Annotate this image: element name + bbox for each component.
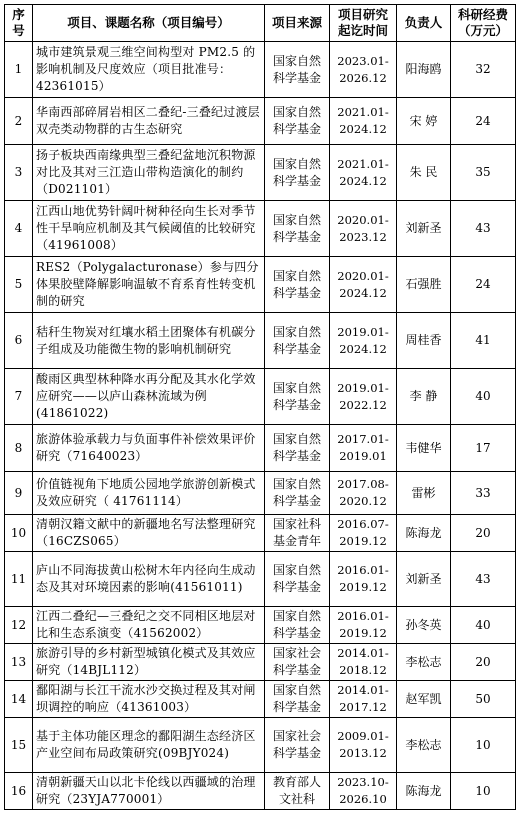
cell-period: 2014.01-2018.12 xyxy=(330,644,397,681)
cell-period: 2017.01-2019.01 xyxy=(330,425,397,472)
cell-leader: 阳海鸥 xyxy=(397,42,451,98)
table-row xyxy=(5,369,516,425)
cell-title: 城市建筑景观三维空间构型对 PM2.5 的影响机制及尺度效应（项目批准号：42361015） xyxy=(33,42,265,98)
cell-title: 庐山不同海拔黄山松树木年内径向生成动态及其对环境因素的影响(41561011) xyxy=(33,552,265,607)
table-row xyxy=(5,257,516,313)
cell-title: 旅游引导的乡村新型城镇化模式及其效应研究（14BJL112） xyxy=(33,644,265,681)
table-row xyxy=(5,98,516,145)
header-leader: 负责人 xyxy=(397,5,451,42)
cell-source: 国家自然科学基金 xyxy=(265,313,330,369)
cell-title: 鄱阳湖与长江干流水沙交换过程及其对闸坝调控的响应（41361003） xyxy=(33,681,265,718)
table-row xyxy=(5,773,516,810)
cell-leader: 陈海龙 xyxy=(397,773,451,810)
cell-title: RES2（Polygalacturonase）参与四分体果胶壁降解影响温敏不育系育性转变机制的研究 xyxy=(33,257,265,313)
cell-title: 秸秆生物炭对红壤水稻土团聚体有机碳分子组成及功能微生物的影响机制研究 xyxy=(33,313,265,369)
cell-funds: 40 xyxy=(451,369,516,425)
cell-no: 6 xyxy=(5,313,33,369)
table-row xyxy=(5,644,516,681)
cell-period: 2023.01-2026.12 xyxy=(330,42,397,98)
cell-leader: 雷彬 xyxy=(397,472,451,515)
table-row xyxy=(5,681,516,718)
cell-no: 7 xyxy=(5,369,33,425)
cell-leader: 石强胜 xyxy=(397,257,451,313)
cell-source: 国家自然科学基金 xyxy=(265,552,330,607)
cell-leader: 赵军凯 xyxy=(397,681,451,718)
table-row xyxy=(5,42,516,98)
cell-no: 8 xyxy=(5,425,33,472)
cell-funds: 33 xyxy=(451,472,516,515)
cell-no: 3 xyxy=(5,145,33,201)
cell-source: 教育部人文社科 xyxy=(265,773,330,810)
cell-source: 国家自然科学基金 xyxy=(265,145,330,201)
cell-funds: 40 xyxy=(451,607,516,644)
cell-title: 清朝汉籍文献中的新疆地名写法整理研究（16CZS065） xyxy=(33,515,265,552)
cell-funds: 20 xyxy=(451,515,516,552)
cell-source: 国家自然科学基金 xyxy=(265,472,330,515)
table-row xyxy=(5,718,516,773)
table-row xyxy=(5,201,516,257)
cell-period: 2019.01-2022.12 xyxy=(330,369,397,425)
cell-leader: 李松志 xyxy=(397,718,451,773)
cell-period: 2017.08-2020.12 xyxy=(330,472,397,515)
cell-period: 2016.01-2019.12 xyxy=(330,607,397,644)
table-row xyxy=(5,313,516,369)
cell-no: 14 xyxy=(5,681,33,718)
header-no: 序号 xyxy=(5,5,33,42)
cell-leader: 李 静 xyxy=(397,369,451,425)
cell-title: 基于主体功能区理念的鄱阳湖生态经济区产业空间布局政策研究(09BJY024) xyxy=(33,718,265,773)
header-funds: 科研经费（万元） xyxy=(451,5,516,42)
cell-title: 江西山地优势针阔叶树种径向生长对季节性干旱响应机制及其气候阈值的比较研究（41961008） xyxy=(33,201,265,257)
cell-source: 国家自然科学基金 xyxy=(265,681,330,718)
table-header-row xyxy=(5,5,516,42)
cell-source: 国家自然科学基金 xyxy=(265,425,330,472)
cell-leader: 孙冬英 xyxy=(397,607,451,644)
cell-funds: 41 xyxy=(451,313,516,369)
cell-no: 9 xyxy=(5,472,33,515)
cell-title: 价值链视角下地质公园地学旅游创新模式及效应研究（ 41761114） xyxy=(33,472,265,515)
cell-source: 国家社会科学基金 xyxy=(265,718,330,773)
cell-title: 清朝新疆天山以北卡伦线以西疆域的治理研究（23YJA770001） xyxy=(33,773,265,810)
table-row xyxy=(5,607,516,644)
cell-title: 旅游体验承载力与负面事件补偿效果评价研究（71640023） xyxy=(33,425,265,472)
table-row xyxy=(5,472,516,515)
cell-leader: 刘新圣 xyxy=(397,201,451,257)
cell-source: 国家自然科学基金 xyxy=(265,607,330,644)
cell-no: 4 xyxy=(5,201,33,257)
cell-period: 2023.10-2026.10 xyxy=(330,773,397,810)
projects-table xyxy=(4,4,516,810)
cell-leader: 韦健华 xyxy=(397,425,451,472)
cell-leader: 刘新圣 xyxy=(397,552,451,607)
cell-source: 国家社科基金青年 xyxy=(265,515,330,552)
cell-no: 11 xyxy=(5,552,33,607)
cell-leader: 李松志 xyxy=(397,644,451,681)
cell-source: 国家社会科学基金 xyxy=(265,644,330,681)
cell-no: 16 xyxy=(5,773,33,810)
cell-funds: 10 xyxy=(451,773,516,810)
cell-no: 5 xyxy=(5,257,33,313)
cell-source: 国家自然科学基金 xyxy=(265,201,330,257)
cell-source: 国家自然科学基金 xyxy=(265,369,330,425)
cell-no: 15 xyxy=(5,718,33,773)
table-row xyxy=(5,145,516,201)
cell-period: 2021.01-2024.12 xyxy=(330,98,397,145)
table-row xyxy=(5,552,516,607)
cell-source: 国家自然科学基金 xyxy=(265,98,330,145)
table-row xyxy=(5,515,516,552)
cell-funds: 10 xyxy=(451,718,516,773)
cell-funds: 50 xyxy=(451,681,516,718)
header-title: 项目、课题名称（项目编号） xyxy=(33,5,265,42)
cell-funds: 24 xyxy=(451,257,516,313)
cell-title: 酸雨区典型林种降水再分配及其水化学效应研究——以庐山森林流域为例(41861022) xyxy=(33,369,265,425)
table-row xyxy=(5,425,516,472)
cell-leader: 宋 婷 xyxy=(397,98,451,145)
cell-funds: 24 xyxy=(451,98,516,145)
cell-title: 扬子板块西南缘典型三叠纪盆地沉积物源对比及其对三江造山带构造演化的制约（D021101） xyxy=(33,145,265,201)
cell-period: 2021.01-2024.12 xyxy=(330,145,397,201)
header-period: 项目研究起讫时间 xyxy=(330,5,397,42)
cell-source: 国家自然科学基金 xyxy=(265,42,330,98)
cell-period: 2016.07-2019.12 xyxy=(330,515,397,552)
cell-period: 2009.01-2013.12 xyxy=(330,718,397,773)
cell-funds: 32 xyxy=(451,42,516,98)
cell-no: 10 xyxy=(5,515,33,552)
cell-funds: 43 xyxy=(451,201,516,257)
cell-source: 国家自然科学基金 xyxy=(265,257,330,313)
cell-funds: 35 xyxy=(451,145,516,201)
cell-no: 13 xyxy=(5,644,33,681)
cell-leader: 周桂香 xyxy=(397,313,451,369)
header-source: 项目来源 xyxy=(265,5,330,42)
cell-period: 2019.01-2024.12 xyxy=(330,313,397,369)
cell-period: 2020.01-2023.12 xyxy=(330,201,397,257)
cell-leader: 陈海龙 xyxy=(397,515,451,552)
cell-no: 12 xyxy=(5,607,33,644)
cell-title: 江西二叠纪—三叠纪之交不同相区地层对比和生态系演变（41562002） xyxy=(33,607,265,644)
cell-title: 华南西部碎屑岩相区二叠纪-三叠纪过渡层双壳类动物群的古生态研究 xyxy=(33,98,265,145)
cell-no: 2 xyxy=(5,98,33,145)
cell-funds: 20 xyxy=(451,644,516,681)
cell-period: 2020.01-2024.12 xyxy=(330,257,397,313)
cell-funds: 17 xyxy=(451,425,516,472)
cell-leader: 朱 民 xyxy=(397,145,451,201)
cell-period: 2016.01-2019.12 xyxy=(330,552,397,607)
cell-funds: 43 xyxy=(451,552,516,607)
cell-no: 1 xyxy=(5,42,33,98)
cell-period: 2014.01-2017.12 xyxy=(330,681,397,718)
